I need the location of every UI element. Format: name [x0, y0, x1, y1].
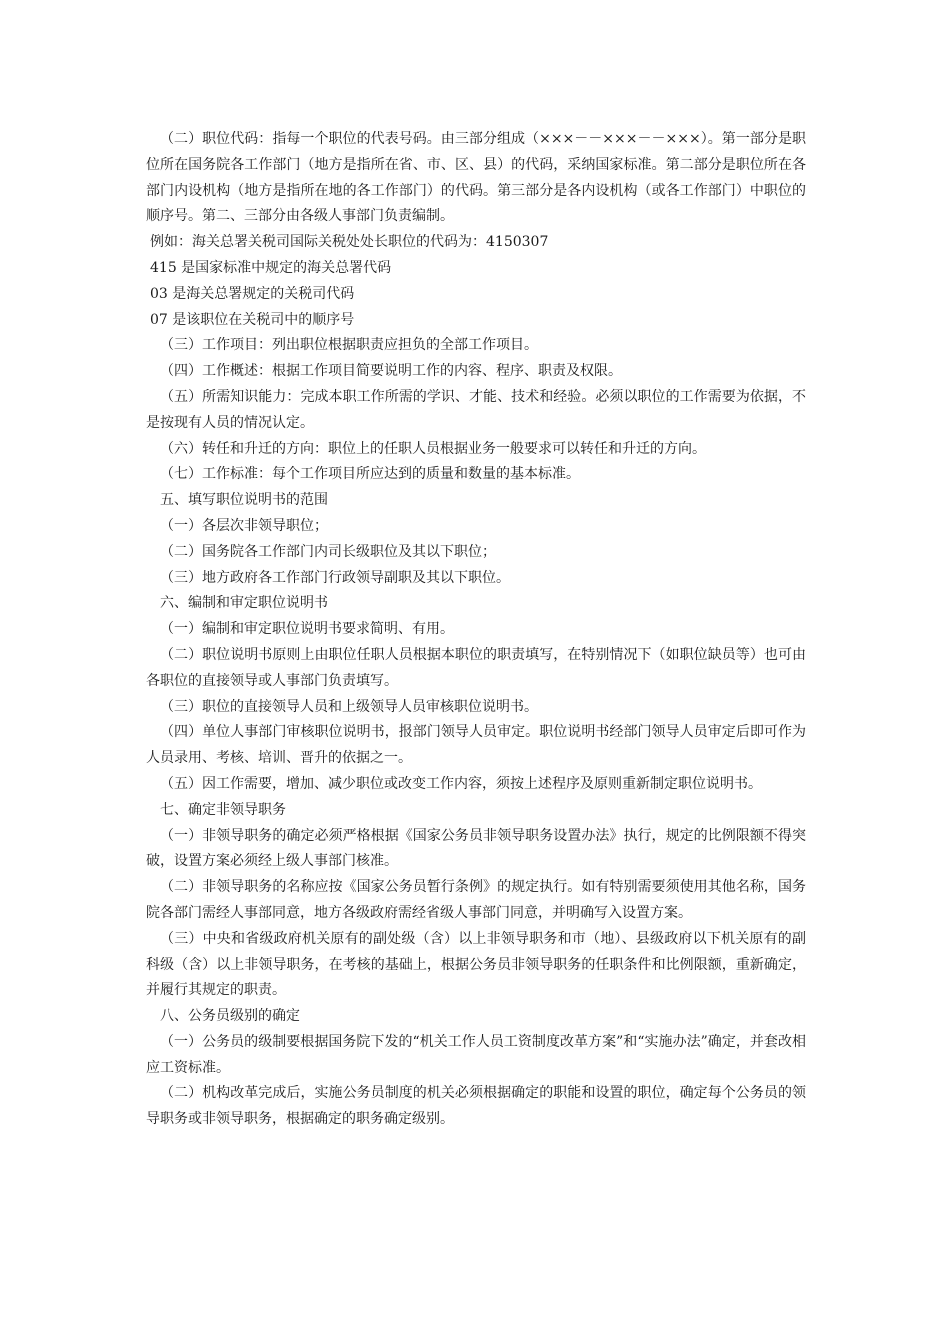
paragraph-non-leading-3: （三）中央和省级政府机关原有的副处级（含）以上非领导职务和市（地）、县级政府以下机关原有的副科级（含）以上非领导职务，在考核的基础上，根据公务员非领导职务的任职条件和比例限额，重新确定，并履行其规定的职责。 — [146, 930, 806, 999]
paragraph-work-items: （三）工作项目：列出职位根据职责应担负的全部工作项目。 — [160, 337, 538, 354]
paragraph-code-03: 03 是海关总署规定的关税司代码 — [150, 285, 355, 302]
paragraph-required-knowledge: （五）所需知识能力：完成本职工作所需的学识、才能、技术和经验。必须以职位的工作需要为依据，不是按现有人员的情况认定。 — [146, 388, 806, 431]
paragraph-code-415: 415 是国家标准中规定的海关总署代码 — [150, 259, 392, 276]
paragraph-work-overview: （四）工作概述：根据工作项目简要说明工作的内容、程序、职责及权限。 — [160, 363, 622, 380]
paragraph-transfer-promotion: （六）转任和升迁的方向：职位上的任职人员根据业务一般要求可以转任和升迁的方向。 — [160, 440, 706, 457]
paragraph-position-code: （二）职位代码：指每一个职位的代表号码。由三部分组成（×××－－×××－－×××）。第一部分是职位所在国务院各工作部门（地方是指所在省、市、区、县）的代码，采纳国家标准。第二部分是职位所在各部门内设机构（地方是指所在地的各工作部门）的代码。第三部分是各内设机构（或各工作部门）中职位的顺序号。第二、三部分由各级人事部门负责编制。 — [146, 131, 806, 225]
paragraph-compile-1: （一）编制和审定职位说明书要求简明、有用。 — [160, 621, 454, 638]
paragraph-grade-2: （二）机构改革完成后，实施公务员制度的机关必须根据确定的职能和设置的职位，确定每个公务员的领导职务或非领导职务，根据确定的职务确定级别。 — [146, 1085, 806, 1128]
section-heading-compile: 六、编制和审定职位说明书 — [160, 595, 328, 612]
document-body — [146, 127, 806, 1133]
paragraph-compile-3: （三）职位的直接领导人员和上级领导人员审核职位说明书。 — [160, 698, 538, 715]
paragraph-compile-2: （二）职位说明书原则上由职位任职人员根据本职位的职责填写，在特别情况下（如职位缺员等）也可由各职位的直接领导或人事部门负责填写。 — [146, 646, 806, 689]
paragraph-grade-1: （一）公务员的级制要根据国务院下发的“机关工作人员工资制度改革方案”和“实施办法”确定，并套改相应工资标准。 — [146, 1033, 806, 1076]
paragraph-non-leading-1: （一）非领导职务的确定必须严格根据《国家公务员非领导职务设置办法》执行，规定的比例限额不得突破，设置方案必须经上级人事部门核准。 — [146, 827, 806, 870]
paragraph-compile-4: （四）单位人事部门审核职位说明书，报部门领导人员审定。职位说明书经部门领导人员审定后即可作为人员录用、考核、培训、晋升的依据之一。 — [146, 724, 806, 767]
paragraph-non-leading-2: （二）非领导职务的名称应按《国家公务员暂行条例》的规定执行。如有特别需要须使用其他名称，国务院各部门需经人事部同意，地方各级政府需经省级人事部门同意，并明确写入设置方案。 — [146, 879, 806, 921]
paragraph-code-07: 07 是该职位在关税司中的顺序号 — [150, 311, 355, 328]
paragraph-scope-3: （三）地方政府各工作部门行政领导副职及其以下职位。 — [160, 569, 510, 586]
paragraph-scope-1: （一）各层次非领导职位； — [160, 517, 328, 534]
paragraph-code-example: 例如：海关总署关税司国际关税处处长职位的代码为：4150307 — [150, 234, 549, 251]
paragraph-work-standard: （七）工作标准：每个工作项目所应达到的质量和数量的基本标准。 — [160, 466, 580, 483]
section-heading-grade: 八、公务员级别的确定 — [160, 1008, 300, 1025]
section-heading-non-leading: 七、确定非领导职务 — [160, 801, 286, 818]
paragraph-scope-2: （二）国务院各工作部门内司长级职位及其以下职位； — [160, 543, 496, 560]
paragraph-compile-5: （五）因工作需要，增加、减少职位或改变工作内容，须按上述程序及原则重新制定职位说明书。 — [160, 775, 762, 792]
section-heading-scope: 五、填写职位说明书的范围 — [160, 492, 328, 509]
